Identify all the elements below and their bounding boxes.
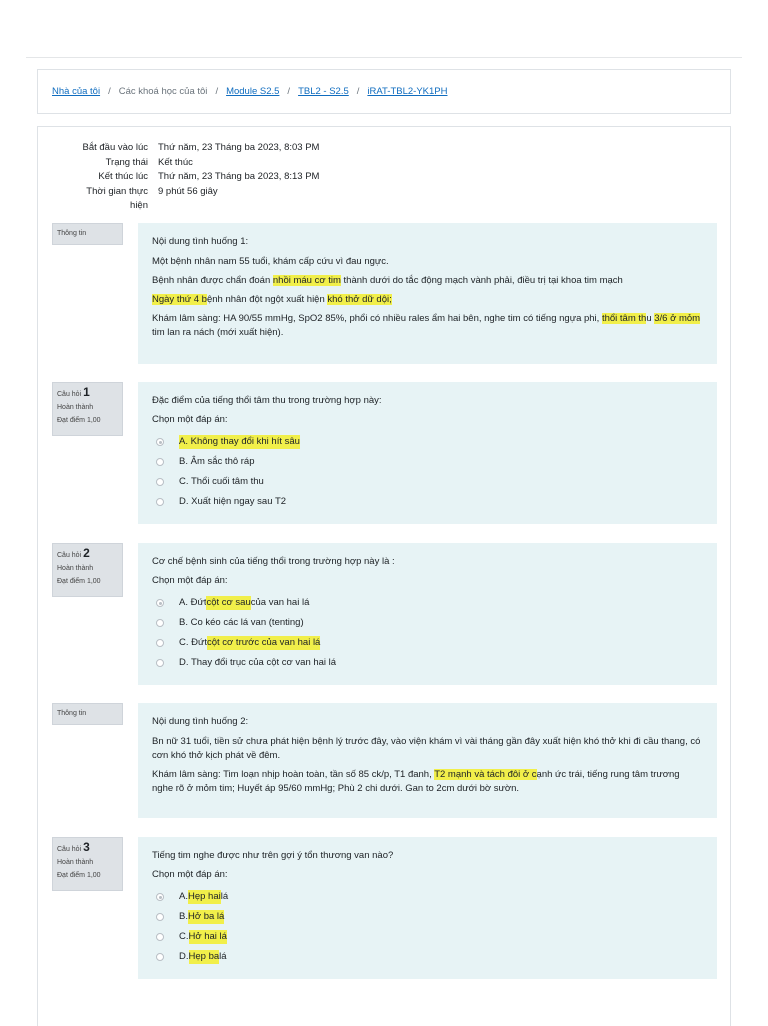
question-3-option-c[interactable]: C. Hở hai lá [152, 927, 703, 947]
question-3-info [52, 837, 123, 891]
question-3-content [138, 837, 717, 979]
radio-icon [156, 458, 164, 466]
question-label: Câu hỏi [57, 552, 82, 559]
question-label: Câu hỏi [57, 846, 82, 853]
question-1-option-c[interactable]: C. Thổi cuối tâm thu [152, 472, 703, 492]
breadcrumb-module-link[interactable]: Module S2.5 [226, 86, 280, 97]
question-state: Hoàn thành [57, 565, 94, 572]
breadcrumb [37, 69, 731, 114]
scenario-1-p3: Ngày thứ 4 bệnh nhân đột ngột xuất hiện khó thở dữ dội; [152, 294, 392, 305]
attempt-summary [52, 141, 319, 214]
question-1-content [138, 382, 717, 524]
breadcrumb-separator: / [215, 86, 219, 97]
question-1-option-a[interactable]: A. Không thay đổi khi hít sâu [152, 432, 703, 452]
radio-icon [156, 639, 164, 647]
breadcrumb-separator: / [356, 86, 360, 97]
scenario-2-content [138, 703, 717, 818]
question-3-option-d[interactable]: D. Hẹp ba lá [152, 947, 703, 967]
question-1-text: Đặc điểm của tiếng thổi tâm thu trong trường hợp này: [152, 395, 382, 406]
breadcrumb-courses: Các khoá học của tôi [118, 86, 208, 97]
question-2-option-d[interactable]: D. Thay đổi trục của cột cơ van hai lá [152, 653, 703, 673]
question-2-info [52, 543, 123, 597]
radio-selected-icon [156, 599, 164, 607]
started-label: Bắt đầu vào lúc [82, 142, 148, 153]
info-label-box [52, 703, 123, 725]
question-3-option-b[interactable]: B. Hở ba lá [152, 907, 703, 927]
breadcrumb-separator: / [287, 86, 291, 97]
question-2-option-a[interactable]: A. Đứt cột cơ sau của van hai lá [152, 593, 703, 613]
question-2-option-b[interactable]: B. Co kéo các lá van (tenting) [152, 613, 703, 633]
question-2-option-c[interactable]: C. Đứt cột cơ trước của van hai lá [152, 633, 703, 653]
scenario-2-p1: Bn nữ 31 tuổi, tiền sử chưa phát hiện bệnh lý trước đây, vào viện khám vì vài tháng gần đây xuất hiện khó thở khi đi cầu thang, có cơn khó thở kịch phát về đêm. [152, 736, 701, 761]
question-number: 1 [83, 385, 90, 399]
breadcrumb-separator: / [108, 86, 111, 97]
scenario-1-title: Nội dung tình huống 1: [152, 236, 249, 247]
question-mark: Đạt điểm 1,00 [57, 872, 101, 879]
state-label: Trạng thái [105, 156, 148, 168]
scenario-2-title: Nội dung tình huống 2: [152, 716, 249, 727]
breadcrumb-quiz-link[interactable]: iRAT-TBL2-YK1PH [367, 86, 448, 97]
radio-selected-icon [156, 893, 164, 901]
scenario-1-content [138, 223, 717, 364]
info-label-box [52, 223, 123, 245]
question-2-content [138, 543, 717, 685]
radio-icon [156, 933, 164, 941]
radio-selected-icon [156, 438, 164, 446]
question-number: 3 [83, 840, 90, 854]
breadcrumb-tbl-link[interactable]: TBL2 - S2.5 [298, 86, 349, 97]
radio-icon [156, 913, 164, 921]
question-1-prompt: Chọn một đáp án: [152, 414, 228, 425]
info-label: Thông tin [57, 710, 87, 717]
question-mark: Đạt điểm 1,00 [57, 417, 101, 424]
state-value: Kết thúc [158, 156, 193, 168]
time-taken-value: 9 phút 56 giây [158, 185, 218, 197]
question-1-info [52, 382, 123, 436]
scenario-1-p1: Một bệnh nhân nam 55 tuổi, khám cấp cứu vì đau ngực. [152, 256, 389, 267]
question-3-option-a[interactable]: A. Hẹp hai lá [152, 887, 703, 907]
question-2-prompt: Chọn một đáp án: [152, 575, 228, 586]
question-3-prompt: Chọn một đáp án: [152, 869, 228, 880]
question-number: 2 [83, 546, 90, 560]
time-taken-label-cont: hiện [130, 200, 148, 211]
question-state: Hoàn thành [57, 404, 94, 411]
radio-icon [156, 953, 164, 961]
info-label: Thông tin [57, 230, 87, 237]
scenario-1-p4: Khám lâm sàng: HA 90/55 mmHg, SpO2 85%, phổi có nhiều rales ẩm hai bên, nghe tim có tiếng ngựa phi, thổi tâm thu 3/6 ở mỏm tim lan ra nách (mới xuất hiện). [152, 313, 701, 338]
radio-icon [156, 478, 164, 486]
started-value: Thứ năm, 23 Tháng ba 2023, 8:03 PM [158, 142, 320, 153]
radio-icon [156, 619, 164, 627]
scenario-1-p2: Bệnh nhân được chẩn đoán nhồi máu cơ tim thành dưới do tắc động mạch vành phải, điều trị tại khoa tim mạch [152, 275, 623, 286]
scenario-2-p2: Khám lâm sàng: Tim loạn nhịp hoàn toàn, tần số 85 ck/p, T1 đanh, T2 mạnh và tách đôi ở cạnh ức trái, tiếng rung tâm trương nghe rõ ở mỏm tim; Huyết áp 95/60 mmHg; Phù 2 chi dưới. Gan to 2cm dưới bờ sườn. [152, 769, 680, 794]
question-1-option-d[interactable]: D. Xuất hiện ngay sau T2 [152, 492, 703, 512]
completed-value: Thứ năm, 23 Tháng ba 2023, 8:13 PM [158, 171, 320, 182]
completed-label: Kết thúc lúc [98, 171, 148, 182]
question-state: Hoàn thành [57, 859, 94, 866]
question-label: Câu hỏi [57, 391, 82, 398]
top-divider [26, 57, 742, 58]
question-2-text: Cơ chế bệnh sinh của tiếng thổi trong trường hợp này là : [152, 556, 395, 567]
radio-icon [156, 498, 164, 506]
radio-icon [156, 659, 164, 667]
question-1-option-b[interactable]: B. Âm sắc thô ráp [152, 452, 703, 472]
breadcrumb-home-link[interactable]: Nhà của tôi [52, 86, 101, 97]
time-taken-label: Thời gian thực [86, 185, 148, 197]
question-mark: Đạt điểm 1,00 [57, 578, 101, 585]
question-3-text: Tiếng tim nghe được như trên gợi ý tổn thương van nào? [152, 850, 394, 861]
